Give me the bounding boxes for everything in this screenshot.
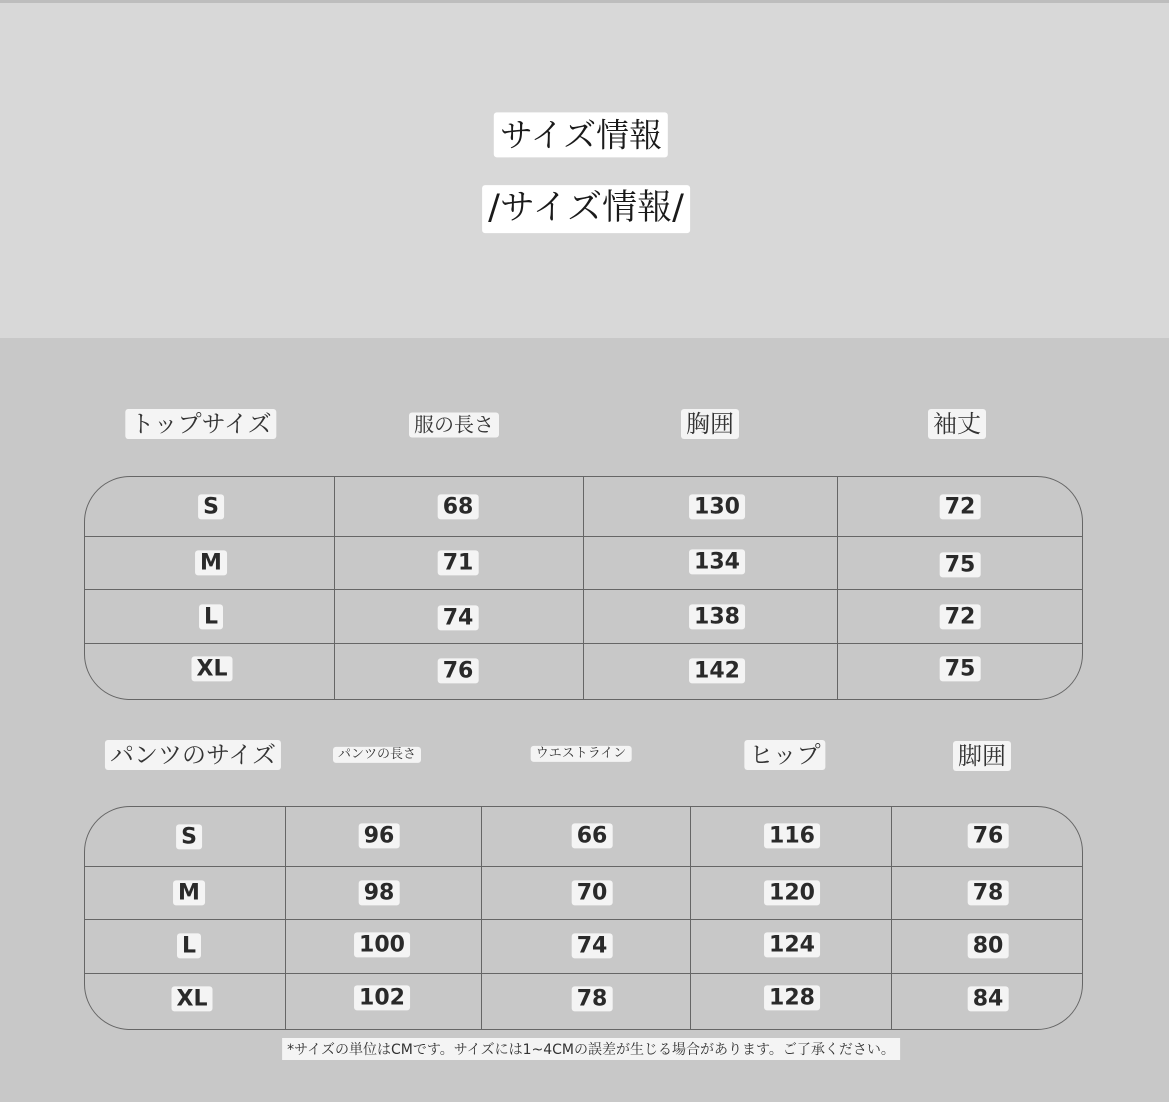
pants-waist-header: ウエストライン bbox=[531, 746, 632, 762]
tops-cell: 138 bbox=[689, 604, 745, 629]
tops-cell: S bbox=[198, 494, 224, 519]
pants-cell: 120 bbox=[764, 880, 820, 905]
tops-cell: L bbox=[199, 604, 223, 629]
column-divider bbox=[891, 807, 892, 1029]
tops-cell: 74 bbox=[438, 605, 479, 630]
pants-length-header: パンツの長さ bbox=[333, 747, 421, 763]
pants-thigh-header: 脚囲 bbox=[953, 741, 1011, 771]
pants-size-header: パンツのサイズ bbox=[105, 740, 281, 770]
tops-cell: 72 bbox=[940, 494, 981, 519]
column-divider bbox=[583, 477, 584, 699]
pants-cell: 70 bbox=[572, 880, 613, 905]
tops-cell: XL bbox=[192, 656, 233, 681]
tops-length-header: 服の長さ bbox=[409, 413, 499, 438]
pants-cell: 124 bbox=[764, 932, 820, 957]
pants-cell: 128 bbox=[764, 985, 820, 1010]
tops-cell: 75 bbox=[940, 552, 981, 577]
size-footnote: *サイズの単位はCMです。サイズには1~4CMの誤差が生じる場合があります。ご了承ください。 bbox=[282, 1038, 900, 1060]
pants-cell: 102 bbox=[354, 985, 410, 1010]
pants-cell: 80 bbox=[968, 933, 1009, 958]
tops-cell: 142 bbox=[689, 658, 745, 683]
column-divider bbox=[837, 477, 838, 699]
pants-hip-header: ヒップ bbox=[744, 740, 825, 770]
pants-cell: M bbox=[173, 880, 205, 905]
pants-cell: 74 bbox=[572, 933, 613, 958]
page-subtitle: /サイズ情報/ bbox=[482, 185, 690, 233]
tops-cell: M bbox=[195, 550, 227, 575]
tops-cell: 134 bbox=[689, 549, 745, 574]
tops-cell: 75 bbox=[940, 656, 981, 681]
column-divider bbox=[334, 477, 335, 699]
column-divider bbox=[285, 807, 286, 1029]
tops-cell: 76 bbox=[438, 658, 479, 683]
tops-size-table bbox=[84, 476, 1083, 700]
tops-cell: 68 bbox=[438, 494, 479, 519]
tops-cell: 72 bbox=[940, 604, 981, 629]
pants-cell: 116 bbox=[764, 823, 820, 848]
pants-cell: 76 bbox=[968, 823, 1009, 848]
pants-cell: 66 bbox=[572, 823, 613, 848]
tops-cell: 130 bbox=[689, 494, 745, 519]
pants-cell: 96 bbox=[359, 823, 400, 848]
tops-sleeve-header: 袖丈 bbox=[928, 409, 986, 439]
tops-cell: 71 bbox=[438, 550, 479, 575]
column-divider bbox=[481, 807, 482, 1029]
pants-cell: S bbox=[176, 824, 202, 849]
pants-cell: 98 bbox=[359, 880, 400, 905]
column-divider bbox=[690, 807, 691, 1029]
tops-size-header: トップサイズ bbox=[125, 409, 276, 439]
pants-cell: 84 bbox=[968, 986, 1009, 1011]
pants-cell: 78 bbox=[968, 880, 1009, 905]
page-title: サイズ情報 bbox=[494, 112, 668, 157]
pants-cell: 78 bbox=[572, 986, 613, 1011]
pants-cell: L bbox=[177, 933, 201, 958]
tops-chest-header: 胸囲 bbox=[681, 409, 739, 439]
header-banner bbox=[0, 0, 1169, 338]
pants-cell: 100 bbox=[354, 932, 410, 957]
pants-cell: XL bbox=[172, 986, 213, 1011]
